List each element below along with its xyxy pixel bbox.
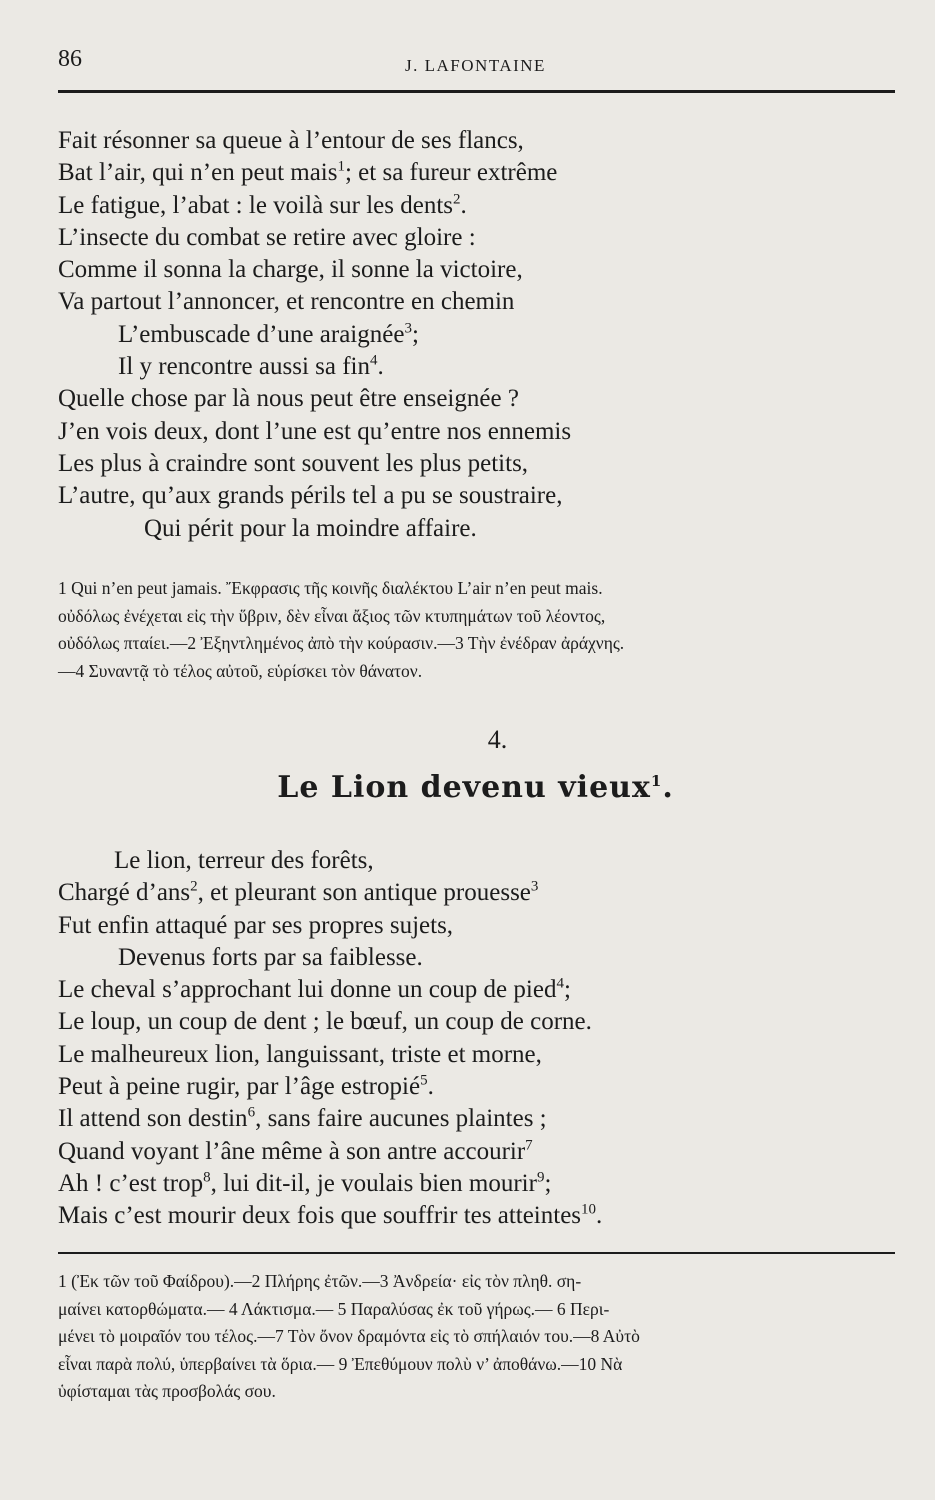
verse-line [58,974,888,1006]
verse-line [58,319,888,351]
verse-line [58,1103,888,1135]
verse-line [58,125,888,157]
fable-title-note: 1 [650,772,663,790]
footnote-line: μαίνει κατορθώματα.— 4 Λάκτισμα.— 5 Παραλύσας ἐκ τοῦ γήρως.— 6 Περι- [58,1298,610,1319]
footnote-marker: 7 [525,1137,533,1154]
verse-line [58,942,888,974]
footnote-line: 1 (Ἐκ τῶν τοῦ Φαίδρου).—2 Πλήρης ἐτῶν.—3 Ἀνδρεία· εἰς τὸν πληθ. ση- [58,1271,582,1291]
verse-text: Le fatigue, l’abat : le voilà sur les dents [58,191,454,219]
verse-text: Qui périt pour la moindre affaire. [144,514,477,542]
verse-text: , lui dit-il, je voulais bien mourir [210,1169,537,1197]
verse-text: ; [411,320,419,348]
footnote-line: ὑφίσταμαι τὰς προσβολάς σου. [58,1381,276,1401]
verse-text: Le lion, terreur des forêts, [114,847,374,874]
footnote-marker: 9 [536,1169,545,1186]
verse-text: Comme il sonna la charge, il sonne la victoire, [58,256,523,284]
verse-text: Va partout l’annoncer, et rencontre en chemin [58,288,515,316]
verse-line [58,383,888,415]
verse-line [58,1168,888,1200]
verse-line [58,1071,888,1103]
verse-text: ; et sa fureur extrême [344,159,558,187]
verse-text: , et pleurant son antique prouesse [197,879,531,907]
footnote-line: μένει τὸ μοιραῖόν του τέλος.—7 Τὸν ὄνον δραμόντα εἰς τὸ σπήλαιόν του.—8 Αὐτὸ [58,1326,640,1346]
footnotes-bottom [58,1268,893,1406]
verse-text: Devenus forts par sa faiblesse. [118,943,423,971]
verse-line [58,480,888,512]
footnote-line: οὐδόλως ἐνέχεται εἰς τὴν ὕβριν, δὲν εἶναι ἄξιος τῶν κτυπημάτων τοῦ λέοντος, [58,605,606,626]
fable-title-period: . [662,770,674,805]
footnote-marker: 3 [530,878,539,895]
verse-line [58,1006,888,1038]
verse-line [58,222,888,254]
verse-text: L’embuscade d’une araignée [118,320,405,348]
footnote-marker: 3 [404,320,412,337]
verse-text: Il attend son destin [58,1105,248,1133]
fable-number: 4. [487,725,508,754]
verse-text: Quand voyant l’âne même à son antre accourir [58,1137,526,1165]
verse-text: Il y rencontre aussi sa fin [118,353,371,381]
footnote-line: οὐδόλως πταίει.—2 Ἐξηντλημένος ἀπὸ τὴν κούρασιν.—3 Τὴν ἐνέδραν ἀράχνης. [58,633,625,653]
verse-text: Peut à peine rugir, par l’âge estropié [58,1073,421,1101]
header-rule [58,90,895,93]
page-number: 86 [58,46,82,72]
verse-text: ; [544,1169,552,1197]
verse-line [58,910,888,942]
verse-text: . [460,191,467,219]
footnote-marker: 10 [581,1201,597,1218]
verse-text: Le loup, un coup de dent ; le bœuf, un coup de corne. [58,1008,592,1036]
verse-text: Bat l’air, qui n’en peut mais [58,159,338,187]
footnote-marker: 6 [247,1105,256,1122]
verse-text: Chargé d’ans [58,879,191,907]
verse-text: Mais c’est mourir deux fois que souffrir tes atteintes [58,1202,582,1230]
running-head: J. LAFONTAINE [405,56,546,75]
verse-line [58,1136,888,1168]
fable-title [0,770,935,805]
verse-text: L’insecte du combat se retire avec gloire : [58,223,476,251]
footnote-line: εἶναι παρὰ πολύ, ὑπερβαίνει τὰ ὅρια.— 9 Ἐπεθύμουν πολὺ ν’ ἀποθάνω.—10 Νὰ [58,1353,623,1374]
footnotes-top [58,575,893,685]
footnote-marker: 5 [420,1072,428,1089]
verse-text: L’autre, qu’aux grands périls tel a pu se soustraire, [58,482,563,510]
verse-line [58,1039,888,1071]
footnote-rule [58,1252,895,1254]
footnote-marker: 2 [453,191,461,208]
verse-line [58,157,888,189]
verse-line [58,286,888,318]
verse-text: Le malheureux lion, languissant, triste et morne, [58,1040,542,1068]
verse-text: Le cheval s’approchant lui donne un coup de pied [58,976,557,1004]
verse-line [58,351,888,383]
poem-lion-devenu-vieux [58,845,888,1233]
footnote-line: —4 Συναντᾷ τὸ τέλος αὐτοῦ, εὑρίσκει τὸν θάνατον. [58,660,423,681]
verse-text: Les plus à craindre sont souvent les plus petits, [58,449,529,477]
verse-line [58,877,888,909]
poem-continuation [58,125,888,545]
verse-line [58,1200,888,1232]
footnote-marker: 4 [556,975,564,992]
verse-line [58,416,888,448]
footnote-marker: 2 [190,878,198,895]
verse-text: Quelle chose par là nous peut être enseignée ? [58,385,519,413]
verse-text: ; [563,976,571,1004]
footnote-marker: 8 [203,1169,211,1186]
fable-title-text: Le Lion devenu vieux [277,770,651,805]
verse-text: J’en vois deux, dont l’une est qu’entre nos ennemis [58,417,572,445]
verse-line [58,513,888,545]
verse-text: Ah ! c’est trop [58,1169,204,1197]
verse-line [58,254,888,286]
verse-line [58,190,888,222]
footnote-marker: 4 [370,352,378,369]
verse-line [58,845,888,877]
footnote-line: 1 Qui n’en peut jamais. Ἔκφρασις τῆς κοινῆς διαλέκτου L’air n’en peut mais. [58,578,603,598]
footnote-marker: 1 [337,158,345,175]
page-header [58,40,893,80]
verse-text: Fait résonner sa queue à l’entour de ses flancs, [58,127,524,154]
verse-line [58,448,888,480]
verse-text: , sans faire aucunes plaintes ; [255,1105,547,1133]
verse-text: Fut enfin attaqué par ses propres sujets, [58,911,454,939]
verse-text: . [596,1202,603,1230]
verse-text: . [377,353,384,381]
verse-text: . [427,1073,434,1101]
